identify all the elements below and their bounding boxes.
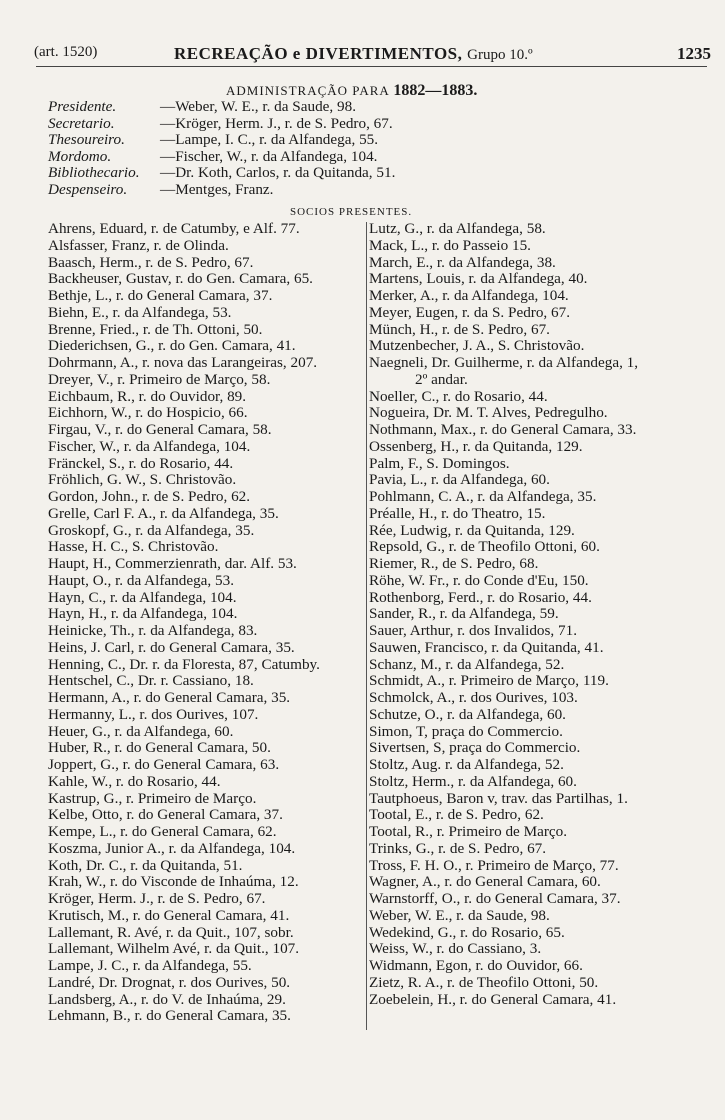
member-entry: Diederichsen, G., r. do Gen. Camara, 41. <box>48 337 296 355</box>
member-entry: Martens, Louis, r. da Alfandega, 40. <box>369 270 588 288</box>
member-entry: Tross, F. H. O., r. Primeiro de Março, 77. <box>369 856 619 874</box>
member-entry: Joppert, G., r. do General Camara, 63. <box>48 756 280 773</box>
member-entry: Landré, Dr. Drognat, r. dos Ourives, 50. <box>48 973 291 991</box>
member-entry: Koth, Dr. C., r. da Quitanda, 51. <box>48 856 243 874</box>
member-entry: Dohrmann, A., r. nova das Larangeiras, 207. <box>48 354 318 371</box>
member-entry: Palm, F., S. Domingos. <box>369 454 510 472</box>
member-entry: Biehn, E., r. da Alfandega, 53. <box>48 303 232 321</box>
admin-role: Bibliothecario. <box>48 164 140 182</box>
admin-name: —Lampe, I. C., r. da Alfandega, 55. <box>160 131 379 149</box>
member-entry: Weiss, W., r. do Cassiano, 3. <box>369 940 542 958</box>
members-heading: SOCIOS PRESENTES. <box>290 206 413 218</box>
member-entry: Wedekind, G., r. do Rosario, 65. <box>369 923 565 941</box>
column-divider <box>366 222 367 1030</box>
members-column-right <box>369 221 709 1008</box>
member-entry: Schmolck, A., r. dos Ourives, 103. <box>369 689 578 706</box>
page-header <box>34 44 711 66</box>
member-entry: Naegneli, Dr. Guilherme, r. da Alfandega, 1, <box>369 354 639 371</box>
admin-role: Secretario. <box>48 114 115 132</box>
member-entry: Nothmann, Max., r. do General Camara, 33. <box>369 421 637 438</box>
member-entry: Lehmann, B., r. do General Camara, 35. <box>48 1007 291 1025</box>
member-entry: Heuer, G., r. da Alfandega, 60. <box>48 722 234 740</box>
member-entry: Fischer, W., r. da Alfandega, 104. <box>48 437 251 455</box>
admin-role: Mordomo. <box>48 147 112 165</box>
member-entry: Meyer, Eugen, r. da S. Pedro, 67. <box>369 303 571 321</box>
member-entry: Krutisch, M., r. do General Camara, 41. <box>48 906 290 924</box>
member-entry: Pohlmann, C. A., r. da Alfandega, 35. <box>369 488 597 505</box>
member-entry: Warnstorff, O., r. do General Camara, 37. <box>369 890 621 907</box>
member-entry: Baasch, Herm., r. de S. Pedro, 67. <box>48 253 254 271</box>
member-entry: Tootal, R., r. Primeiro de Março. <box>369 823 568 840</box>
member-entry: Schmidt, A., r. Primeiro de Março, 119. <box>369 672 609 690</box>
admin-role: Despenseiro. <box>48 180 128 198</box>
member-entry: Sauwen, Francisco, r. da Quitanda, 41. <box>369 638 604 656</box>
member-entry: Merker, A., r. da Alfandega, 104. <box>369 287 569 304</box>
member-entry: Mutzenbecher, J. A., S. Christovão. <box>369 337 585 355</box>
member-entry: Huber, R., r. do General Camara, 50. <box>48 739 271 757</box>
admin-role: Presidente. <box>48 98 117 115</box>
admin-name: —Fischer, W., r. da Alfandega, 104. <box>160 147 378 165</box>
member-entry: Heinicke, Th., r. da Alfandega, 83. <box>48 622 258 639</box>
member-entry: 2º andar. <box>415 370 468 388</box>
group-label: Grupo 10.º <box>467 47 533 63</box>
member-entry: Mack, L., r. do Passeio 15. <box>369 236 531 254</box>
member-entry: Lutz, G., r. da Alfandega, 58. <box>369 220 546 237</box>
member-entry: Dreyer, V., r. Primeiro de Março, 58. <box>48 370 271 388</box>
admin-role: Thesoureiro. <box>48 131 125 149</box>
member-entry: Kelbe, Otto, r. do General Camara, 37. <box>48 806 283 824</box>
member-entry: Krah, W., r. do Visconde de Inhaúma, 12. <box>48 873 299 891</box>
member-entry: Brenne, Fried., r. de Th. Ottoni, 50. <box>48 320 263 338</box>
member-entry: Schanz, M., r. da Alfandega, 52. <box>369 655 565 673</box>
member-entry: Eichhorn, W., r. do Hospicio, 66. <box>48 404 248 422</box>
members-column-left <box>48 221 364 1025</box>
administration-list <box>48 99 548 199</box>
admin-name: —Mentges, Franz. <box>160 180 274 198</box>
admin-row <box>48 116 548 133</box>
member-entry: Repsold, G., r. de Theofilo Ottoni, 60. <box>369 538 600 556</box>
member-entry: Pavia, L., r. da Alfandega, 60. <box>369 471 550 489</box>
member-entry: Grelle, Carl F. A., r. da Alfandega, 35. <box>48 504 279 522</box>
member-entry: Kempe, L., r. do General Camara, 62. <box>48 823 277 840</box>
member-entry: Sivertsen, S, praça do Commercio. <box>369 739 581 757</box>
member-entry: March, E., r. da Alfandega, 38. <box>369 253 556 271</box>
admin-name: —Dr. Koth, Carlos, r. da Quitanda, 51. <box>160 164 396 182</box>
member-entry: Tautphoeus, Baron v, trav. das Partilhas, 1. <box>369 789 628 807</box>
member-entry: Eichbaum, R., r. do Ouvidor, 89. <box>48 387 247 405</box>
administration-years: 1882—1883. <box>393 82 478 99</box>
article-reference: (art. 1520) <box>34 44 98 60</box>
member-entry: Weber, W. E., r. da Saude, 98. <box>369 906 550 924</box>
member-entry: Koszma, Junior A., r. da Alfandega, 104. <box>48 839 296 857</box>
member-entry: Röhe, W. Fr., r. do Conde d'Eu, 150. <box>369 571 589 589</box>
member-entry: Lallemant, R. Avé, r. da Quit., 107, sobr. <box>48 923 294 941</box>
member-entry: Gordon, John., r. de S. Pedro, 62. <box>48 488 251 505</box>
member-entry: Kröger, Herm. J., r. de S. Pedro, 67. <box>48 890 266 907</box>
member-entry: Groskopf, G., r. da Alfandega, 35. <box>48 521 255 539</box>
member-entry: Lampe, J. C., r. da Alfandega, 55. <box>48 957 252 974</box>
member-entry: Stoltz, Herm., r. da Alfandega, 60. <box>369 772 577 790</box>
member-entry: Hayn, C., r. da Alfandega, 104. <box>48 588 237 606</box>
member-entry: Haupt, H., Commerzienrath, dar. Alf. 53. <box>48 555 297 572</box>
member-entry: Nogueira, Dr. M. T. Alves, Pedregulho. <box>369 404 608 422</box>
member-entry: Münch, H., r. de S. Pedro, 67. <box>369 320 550 338</box>
member-entry: Landsberg, A., r. do V. de Inhaúma, 29. <box>48 990 286 1008</box>
member-entry: Schutze, O., r. da Alfandega, 60. <box>369 705 566 723</box>
admin-name: —Kröger, Herm. J., r. de S. Pedro, 67. <box>160 114 393 132</box>
member-entry: Hermann, A., r. do General Camara, 35. <box>48 689 291 706</box>
member-entry: Hayn, H., r. da Alfandega, 104. <box>48 605 238 623</box>
member-entry: Alsfasser, Franz, r. de Olinda. <box>48 236 229 254</box>
section-title <box>174 44 533 64</box>
admin-row <box>48 132 548 149</box>
member-entry: Lallemant, Wilhelm Avé, r. da Quit., 107. <box>48 940 300 958</box>
member-entry: Zoebelein, H., r. do General Camara, 41. <box>369 990 617 1008</box>
admin-row <box>48 182 548 199</box>
header-rule <box>36 66 707 67</box>
member-entry: Hentschel, C., Dr. r. Cassiano, 18. <box>48 672 254 690</box>
member-entry: Simon, T, praça do Commercio. <box>369 722 563 740</box>
member-entry: Backheuser, Gustav, r. do Gen. Camara, 65. <box>48 270 313 288</box>
member-entry: Ossenberg, H., r. da Quitanda, 129. <box>369 437 583 455</box>
member-entry: Bethje, L., r. do General Camara, 37. <box>48 287 273 304</box>
administration-heading-text: ADMINISTRAÇÃO PARA <box>226 83 390 98</box>
member-entry: Stoltz, Aug. r. da Alfandega, 52. <box>369 756 564 773</box>
member-entry: Trinks, G., r. de S. Pedro, 67. <box>369 839 547 857</box>
member-entry: Hermanny, L., r. dos Ourives, 107. <box>48 705 259 723</box>
member-entry: Zietz, R. A., r. de Theofilo Ottoni, 50. <box>369 973 599 991</box>
admin-name: —Weber, W. E., r. da Saude, 98. <box>160 98 356 115</box>
member-entry: Noeller, C., r. do Rosario, 44. <box>369 387 548 405</box>
member-entry: Wagner, A., r. do General Camara, 60. <box>369 873 601 891</box>
member-entry: Heins, J. Carl, r. do General Camara, 35. <box>48 638 295 656</box>
member-entry: Préalle, H., r. do Theatro, 15. <box>369 504 546 522</box>
member-entry: Haupt, O., r. da Alfandega, 53. <box>48 571 235 589</box>
member-entry: Firgau, V., r. do General Camara, 58. <box>48 421 272 438</box>
admin-row <box>48 99 548 116</box>
member-entry: Henning, C., Dr. r. da Floresta, 87, Catumby. <box>48 655 320 673</box>
member-entry: Riemer, R., de S. Pedro, 68. <box>369 555 539 572</box>
member-entry: Ahrens, Eduard, r. de Catumby, e Alf. 77. <box>48 220 300 237</box>
member-entry: Sauer, Arthur, r. dos Invalidos, 71. <box>369 622 578 639</box>
member-entry: Widmann, Egon, r. do Ouvidor, 66. <box>369 957 583 974</box>
member-entry: Fröhlich, G. W., S. Christovão. <box>48 471 237 489</box>
member-entry: Rothenborg, Ferd., r. do Rosario, 44. <box>369 588 592 606</box>
member-entry: Hasse, H. C., S. Christovão. <box>48 538 219 556</box>
member-entry: Sander, R., r. da Alfandega, 59. <box>369 605 559 623</box>
member-entry: Rée, Ludwig, r. da Quitanda, 129. <box>369 521 575 539</box>
admin-row <box>48 149 548 166</box>
member-entry: Kahle, W., r. do Rosario, 44. <box>48 772 221 790</box>
page-number: 1235 <box>677 44 711 63</box>
member-entry: Fränckel, S., r. do Rosario, 44. <box>48 454 234 472</box>
section-title-text: RECREAÇÃO e DIVERTIMENTOS, <box>174 44 463 63</box>
admin-row <box>48 165 548 182</box>
member-entry: Kastrup, G., r. Primeiro de Março. <box>48 789 257 807</box>
member-entry: Tootal, E., r. de S. Pedro, 62. <box>369 806 544 824</box>
